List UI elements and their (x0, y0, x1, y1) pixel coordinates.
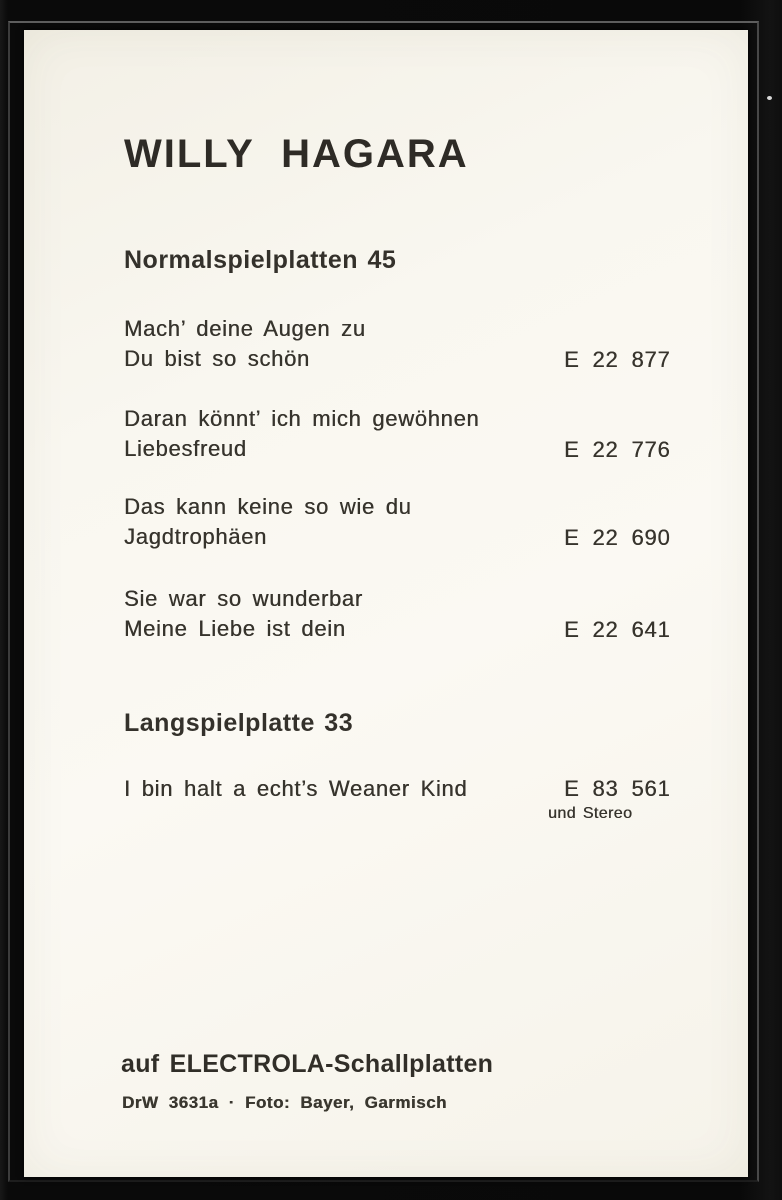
record-card (24, 30, 748, 1177)
song-title-line: Das kann keine so wie du (124, 494, 412, 519)
section-heading-lp: Langspielplatte 33 (124, 709, 354, 737)
song-title-line: Du bist so schön (124, 346, 310, 371)
catalog-number: E 22 877 (564, 347, 671, 372)
song-title-line: Mach’ deine Augen zu (124, 316, 366, 341)
artist-name: WILLY HAGARA (124, 132, 469, 176)
song-title-line: Daran könnt’ ich mich gewöhnen (124, 406, 480, 431)
record-entry (124, 404, 479, 464)
record-entry (124, 774, 467, 804)
catalog-number: E 22 641 (564, 617, 671, 642)
song-title-line: Sie war so wunderbar (124, 586, 363, 611)
song-title-line: I bin halt a echt’s Weaner Kind (124, 776, 468, 801)
catalog-number: E 22 776 (564, 437, 671, 462)
song-title-line: Meine Liebe ist dein (124, 616, 346, 641)
stereo-note: und Stereo (548, 805, 633, 822)
record-entry (124, 492, 412, 552)
publisher-line: auf ELECTROLA-Schallplatten (121, 1050, 494, 1078)
record-entry (124, 584, 363, 644)
catalog-number: E 22 690 (564, 525, 671, 550)
print-credit: DrW 3631a · Foto: Bayer, Garmisch (122, 1093, 447, 1112)
song-title-line: Jagdtrophäen (124, 524, 267, 549)
song-title-line: Liebesfreud (124, 436, 247, 461)
section-heading-singles: Normalspielplatten 45 (124, 246, 397, 274)
dust-speck (767, 96, 772, 100)
catalog-number: E 83 561 (564, 776, 671, 801)
record-entry (124, 314, 366, 374)
